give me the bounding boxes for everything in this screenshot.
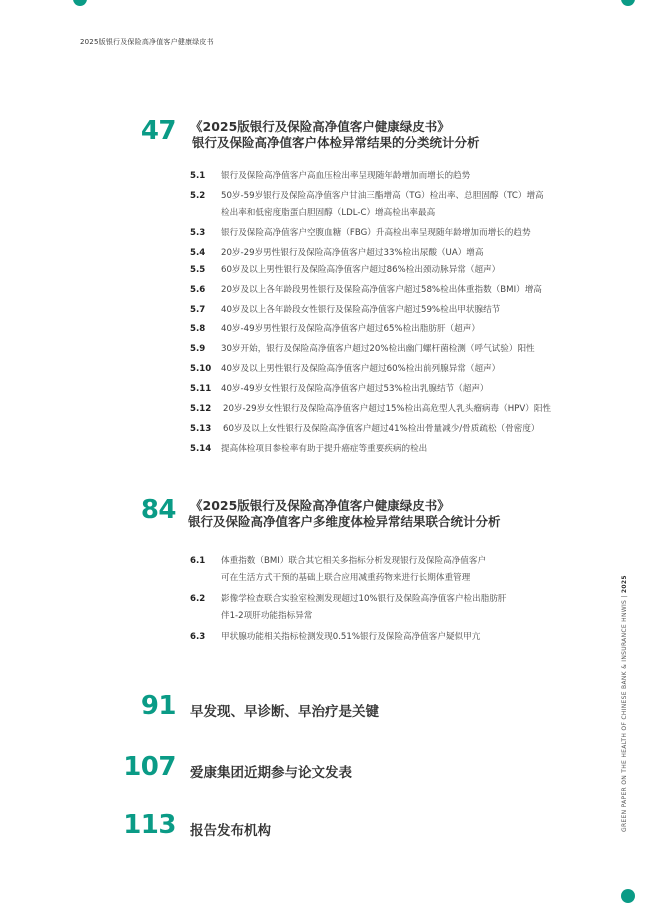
item-number: 5.13 xyxy=(190,424,212,434)
page-number: 113 xyxy=(123,810,176,840)
item-number: 5.9 xyxy=(190,344,206,354)
page-number: 84 xyxy=(140,495,176,525)
item-text: 40岁及以上各年龄段女性银行及保险高净值客户超过59%检出甲状腺结节 xyxy=(221,305,501,315)
item-text: 50岁-59岁银行及保险高净值客户甘油三酯增高（TG）检出率、总胆固醇（TC）增高 xyxy=(221,191,544,201)
item-number: 5.7 xyxy=(190,305,206,315)
item-text: 体重指数（BMI）联合其它相关多指标分析发现银行及保险高净值客户 xyxy=(221,556,487,566)
item-text: 40岁-49岁女性银行及保险高净值客户超过53%检出乳腺结节（超声） xyxy=(221,384,489,394)
item-text: 60岁及以上女性银行及保险高净值客户超过41%检出骨量减少/骨质疏松（骨密度） xyxy=(223,424,540,434)
item-text: 银行及保险高净值客户高血压检出率呈现随年龄增加而增长的趋势 xyxy=(221,171,471,181)
item-number: 5.5 xyxy=(190,265,206,275)
chapter-title: 爱康集团近期参与论文发表 xyxy=(190,765,352,781)
item-number: 6.1 xyxy=(190,556,206,566)
top-right-dot xyxy=(621,0,635,6)
section-title-line2: 银行及保险高净值客户多维度体检异常结果联合统计分析 xyxy=(188,514,501,529)
side-year: 2025 xyxy=(621,575,628,594)
chapter-title: 报告发布机构 xyxy=(190,823,271,839)
item-number: 5.11 xyxy=(190,384,212,394)
item-number: 5.10 xyxy=(190,364,212,374)
running-header: 2025版银行及保险高净值客户健康绿皮书 xyxy=(80,38,214,46)
item-text: 影像学检查联合实验室检测发现超过10%银行及保险高净值客户检出脂肪肝 xyxy=(221,594,507,604)
top-left-dot xyxy=(73,0,87,6)
item-text: 提高体检项目参检率有助于提升癌症等重要疾病的检出 xyxy=(221,444,428,454)
chapter-title: 早发现、早诊断、早治疗是关键 xyxy=(190,704,379,720)
item-number: 6.3 xyxy=(190,632,206,642)
side-vertical-text: GREEN PAPER ON THE HEALTH OF CHINESE BANK & INSURANCE HNWIS | 2025 xyxy=(621,575,628,832)
item-number: 5.3 xyxy=(190,228,206,238)
page-number: 47 xyxy=(140,116,176,146)
item-text: 20岁及以上各年龄段男性银行及保险高净值客户超过58%检出体重指数（BMI）增高 xyxy=(221,285,542,295)
item-text-cont: 可在生活方式干预的基础上联合应用减重药物来进行长期体重管理 xyxy=(221,573,471,583)
section-title-line2: 银行及保险高净值客户体检异常结果的分类统计分析 xyxy=(192,135,480,150)
item-text: 20岁-29岁男性银行及保险高净值客户超过33%检出尿酸（UA）增高 xyxy=(221,248,484,258)
item-number: 5.8 xyxy=(190,324,206,334)
item-text: 20岁-29岁女性银行及保险高净值客户超过15%检出高危型人乳头瘤病毒（HPV）阳性 xyxy=(223,404,552,414)
side-text: GREEN PAPER ON THE HEALTH OF CHINESE BANK & INSURANCE HNWIS xyxy=(621,599,628,832)
item-text: 40岁及以上男性银行及保险高净值客户超过60%检出前列腺异常（超声） xyxy=(221,364,501,374)
item-text: 60岁及以上男性银行及保险高净值客户超过86%检出颈动脉异常（超声） xyxy=(221,265,501,275)
page-number: 107 xyxy=(123,752,176,782)
item-number: 5.4 xyxy=(190,248,206,258)
section-title-line1: 《2025版银行及保险高净值客户健康绿皮书》 xyxy=(190,498,450,513)
bottom-right-dot xyxy=(621,889,635,903)
page-number: 91 xyxy=(140,691,176,721)
item-number: 6.2 xyxy=(190,594,206,604)
item-text: 银行及保险高净值客户空腹血糖（FBG）升高检出率呈现随年龄增加而增长的趋势 xyxy=(221,228,531,238)
item-text-cont: 伴1-2项肝功能指标异常 xyxy=(221,611,313,621)
item-text: 30岁开始，银行及保险高净值客户超过20%检出幽门螺杆菌检测（呼气试验）阳性 xyxy=(221,344,535,354)
item-text: 40岁-49岁男性银行及保险高净值客户超过65%检出脂肪肝（超声） xyxy=(221,324,480,334)
section-title-line1: 《2025版银行及保险高净值客户健康绿皮书》 xyxy=(190,119,450,134)
item-number: 5.1 xyxy=(190,171,206,181)
item-text-cont: 检出率和低密度脂蛋白胆固醇（LDL-C）增高检出率最高 xyxy=(221,208,436,218)
item-number: 5.14 xyxy=(190,444,212,454)
item-number: 5.2 xyxy=(190,191,206,201)
item-number: 5.12 xyxy=(190,404,212,414)
item-text: 甲状腺功能相关指标检测发现0.51%银行及保险高净值客户疑似甲亢 xyxy=(221,632,481,642)
item-number: 5.6 xyxy=(190,285,206,295)
